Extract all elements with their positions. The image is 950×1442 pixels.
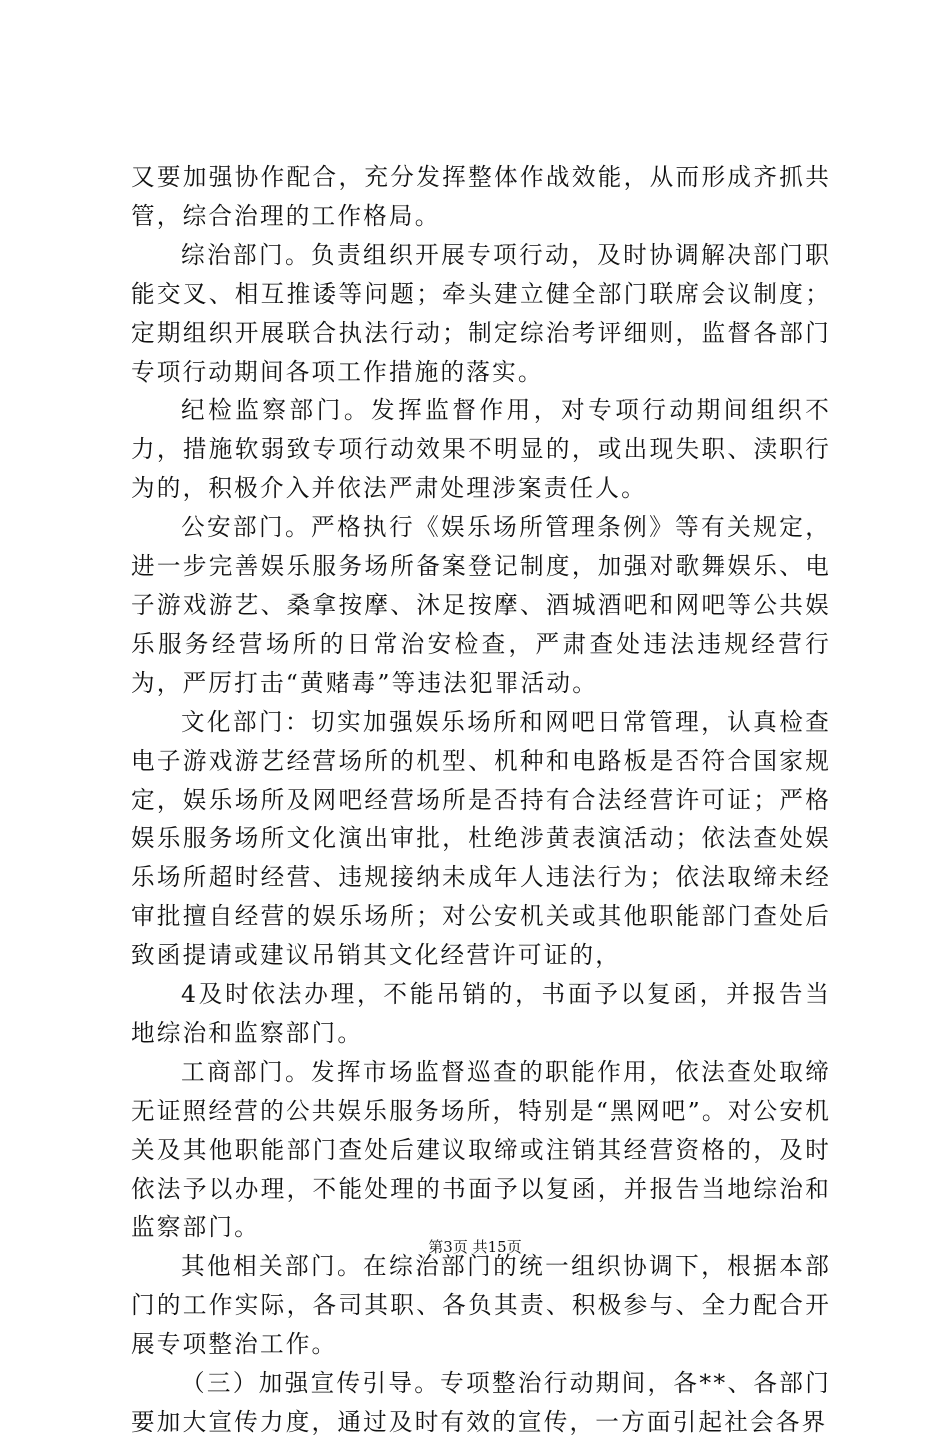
paragraph-commerce-dept: 工商部门。发挥市场监督巡查的职能作用，依法查处取缔无证照经营的公共娱乐服务场所，特别是“黑网吧”。对公安机关及其他职能部门查处后建议取缔或注销其经营资格的，及时依法予以办理，不能处理的书面予以复函，并报告当地综治和监察部门。 <box>131 1057 831 1242</box>
paragraph-continuation: 又要加强协作配合，充分发挥整体作战效能，从而形成齐抓共管，综合治理的工作格局。 <box>131 163 831 230</box>
paragraph-other-depts: 其他相关部门。在综治部门的统一组织协调下，根据本部门的工作实际，各司其职、各负其责、积极参与、全力配合开展专项整治工作。 <box>131 1252 831 1359</box>
page-footer <box>0 1237 950 1257</box>
page-number: 第3页 共15页 <box>428 1238 522 1256</box>
paragraph-publicity: （三）加强宣传引导。专项整治行动期间，各**、各部门要加大宣传力度，通过及时有效的宣传，一方面引起社会各界 <box>131 1369 831 1436</box>
paragraph-discipline-dept: 纪检监察部门。发挥监督作用，对专项行动期间组织不力，措施软弱致专项行动效果不明显的，或出现失职、渎职行为的，积极介入并依法严肃处理涉案责任人。 <box>131 396 831 503</box>
paragraph-zongzhi-dept: 综治部门。负责组织开展专项行动，及时协调解决部门职能交叉、相互推诿等问题；牵头建立健全部门联席会议制度；定期组织开展联合执法行动；制定综治考评细则，监督各部门专项行动期间各项工作措施的落实。 <box>131 240 831 386</box>
paragraph-culture-dept: 文化部门：切实加强娱乐场所和网吧日常管理，认真检查电子游戏游艺经营场所的机型、机种和电路板是否符合国家规定，娱乐场所及网吧经营场所是否持有合法经营许可证；严格娱乐服务场所文化演出审批，杜绝涉黄表演活动；依法查处娱乐场所超时经营、违规接纳未成年人违法行为；依法取缔未经审批擅自经营的娱乐场所；对公安机关或其他职能部门查处后致函提请或建议吊销其文化经营许可证的， <box>131 707 831 970</box>
paragraph-culture-dept-continued: 4及时依法办理，不能吊销的，书面予以复函，并报告当地综治和监察部门。 <box>131 980 831 1047</box>
paragraph-public-security-dept: 公安部门。严格执行《娱乐场所管理条例》等有关规定，进一步完善娱乐服务场所备案登记制度，加强对歌舞娱乐、电子游戏游艺、桑拿按摩、沐足按摩、酒城酒吧和网吧等公共娱乐服务经营场所的日常治安检查，严肃查处违法违规经营行为，严厉打击“黄赌毒”等违法犯罪活动。 <box>131 513 831 697</box>
